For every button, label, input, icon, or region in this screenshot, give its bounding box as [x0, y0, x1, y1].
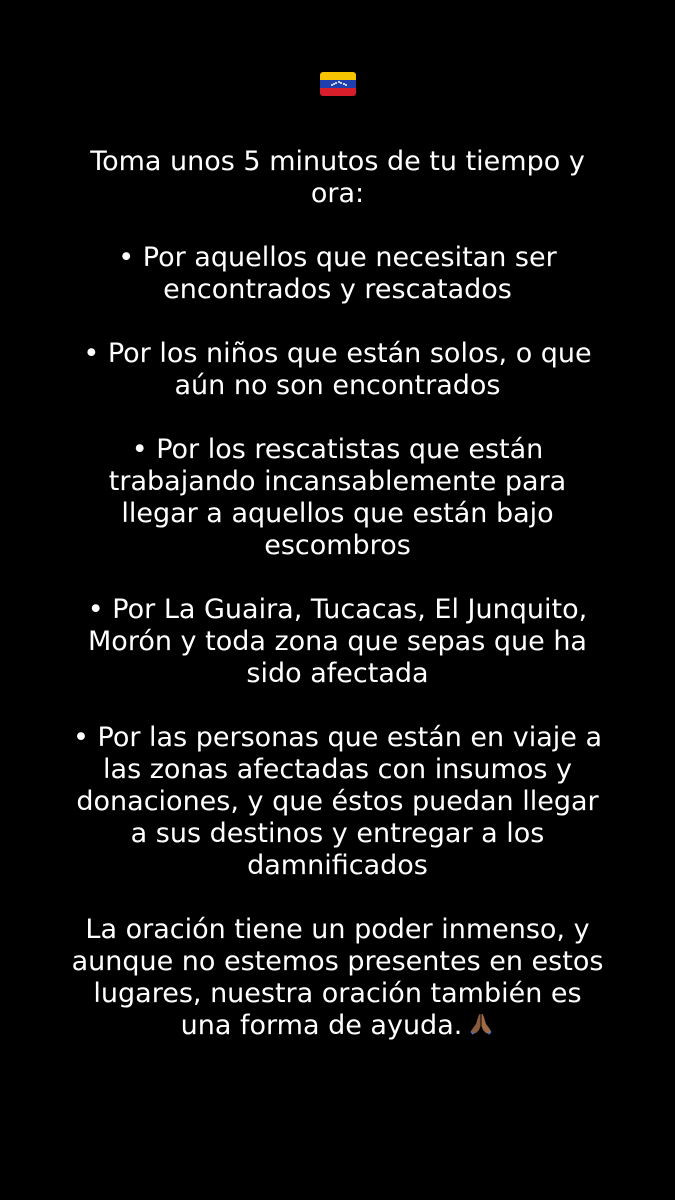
bullet-item: • Por los rescatistas que están trabajando incansablemente para llegar a aquellos que están bajo escombros: [108, 434, 567, 561]
bullet-item: • Por los niños que están solos, o que aún no son encontrados: [83, 338, 592, 401]
closing-paragraph: [70, 914, 605, 1042]
story-text-block: [70, 72, 605, 1042]
bullet-item: • Por las personas que están en viaje a las zonas afectadas con insumos y donaciones, y que éstos puedan llegar a sus destinos y entregar a los damnificados: [73, 722, 602, 881]
intro-text: Toma unos 5 minutos de tu tiempo y ora:: [90, 146, 585, 209]
bullet-item: • Por aquellos que necesitan ser encontrados y rescatados: [118, 242, 557, 305]
praying-hands-icon: [468, 1011, 494, 1037]
closing-text: La oración tiene un poder inmenso, y aunque no estemos presentes en estos lugares, nuestra oración también es una forma de ayuda.: [71, 914, 604, 1041]
venezuela-flag-icon: [320, 72, 356, 96]
bullet-item: • Por La Guaira, Tucacas, El Junquito, Morón y toda zona que sepas que ha sido afectada: [87, 594, 588, 689]
flag-row: [70, 72, 605, 112]
